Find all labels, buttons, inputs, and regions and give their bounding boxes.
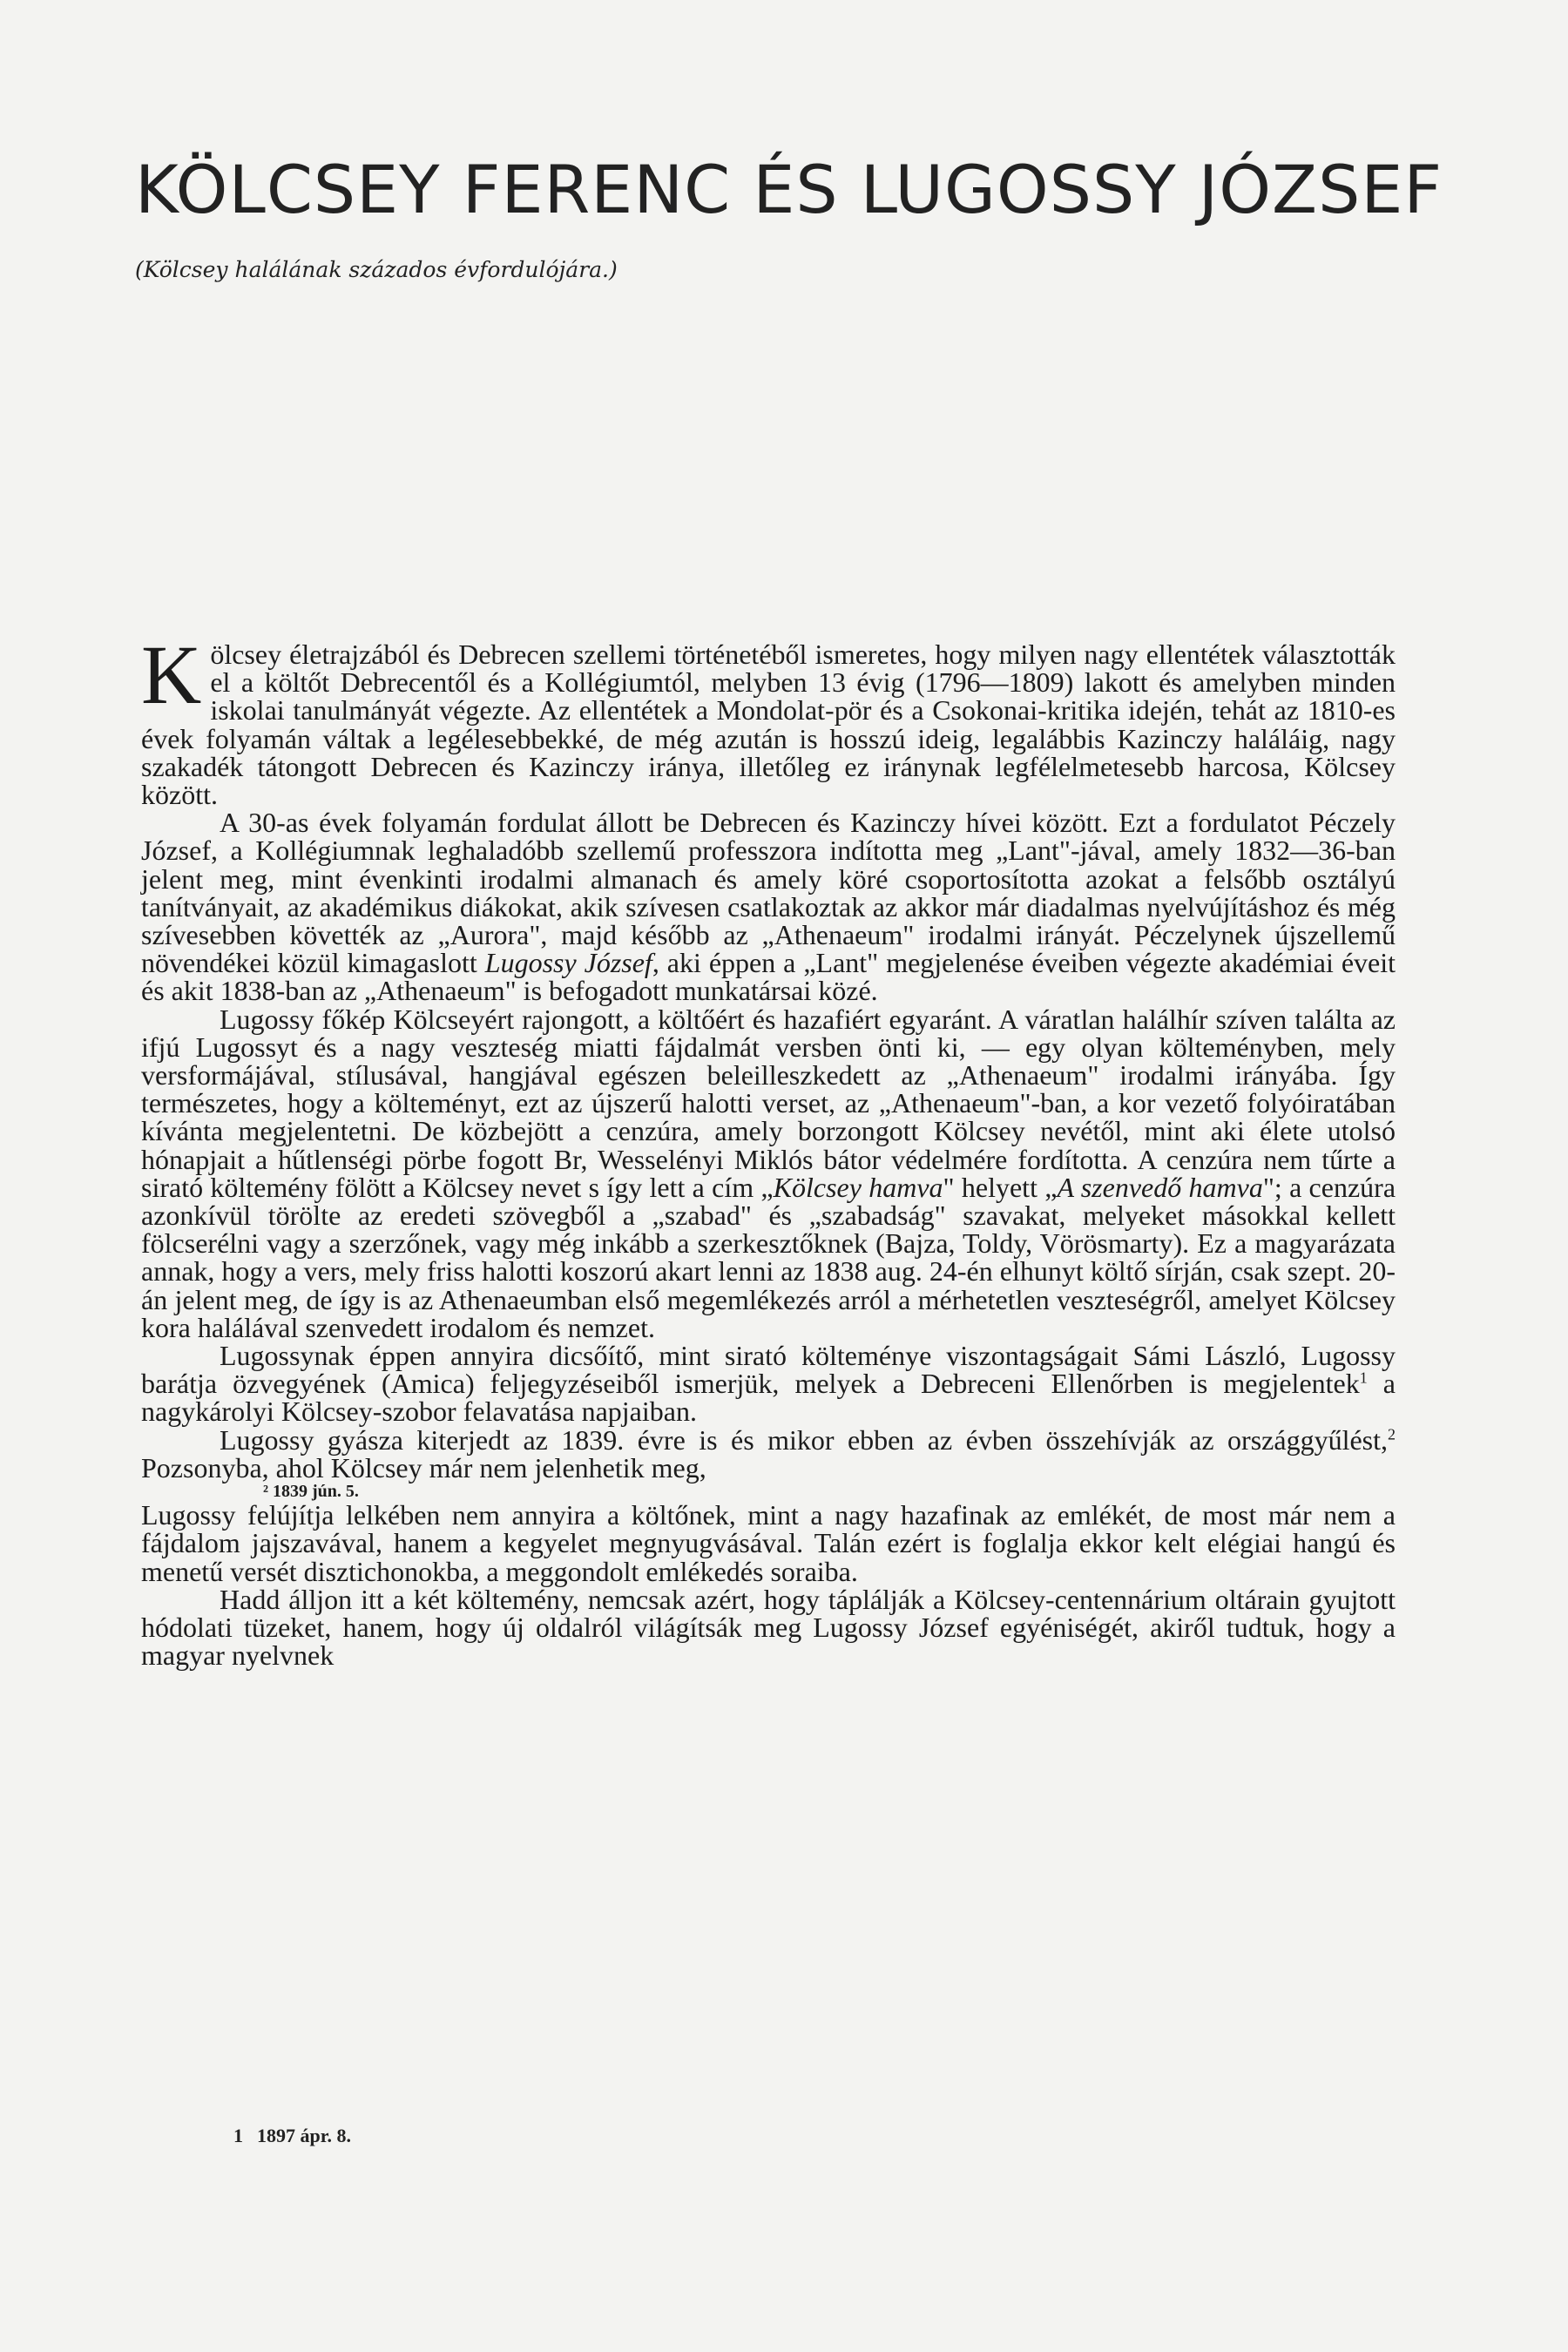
- paragraph-3-text-c: "; a cenzúra azonkívül törölte az eredeti szövegből a „szabad" és „szabadság" szavakat, melyeket másokkal kellett fölcserélni vagy a szerzőnek, vagy még inkább a szerkesztőknek (Bajza, Toldy, Vörösmarty). Ez a magyarázata annak, hogy a vers, mely friss halotti koszorú akart lenni az 1838 aug. 24-én elhunyt költő sírján, csak szept. 20-án jelent meg, de így is az Athenaeumban első megemlékezés arról a mérhetetlen veszteségről, amelyet Kölcsey kora halálával szenvedett irodalom és nemzet.: [141, 1171, 1396, 1343]
- paragraph-1-text: ölcsey életrajzából és Debrecen szellemi történetéből ismeretes, hogy milyen nagy ellentétek választották el a költőt Debrecentől és a Kollégiumtól, melyben 13 évig (1796—1809) lakott és amelyben minden iskolai tanulmányát végezte. Az ellentétek a Mondolat-pör és a Csokonai-kritika idején, tehát az 1810-es évek folyamán váltak a legélesebbekké, de még azután is hosszú ideig, legalábbis Kazinczy haláláig, nagy szakadék tátongott Debrecen és Kazinczy iránya, illetőleg ez iránynak legfélelmetesebb harcosa, Kölcsey között.: [141, 639, 1396, 811]
- paragraph-2-text-a: A 30-as évek folyamán fordulat állott be Debrecen és Kazinczy hívei között. Ezt a fordulatot Péczely József, a Kollégiumnak leghaladóbb szellemű professzora indította meg „Lant"-jával, amely 1832—36-ban jelent meg, mint évenkinti irodalmi almanach és amely köré csoportosította azokat a felsőbb osztályú tanítványait, az akadémikus diákokat, akik szívesen csatlakoztak az akkor már diadalmas nyelvújításhoz és még szívesebben követték az „Aurora", majd később az „Athenaeum" irodalmi irányát. Péczelynek újszellemű növendékei közül kimagaslott: [141, 807, 1396, 979]
- drop-cap: K: [141, 628, 202, 721]
- footnote-2: ² 1839 jún. 5.: [263, 1482, 359, 1502]
- article-body: [141, 628, 1396, 1672]
- poem-original-title: Kölcsey hamva: [773, 1171, 943, 1203]
- paragraph-5: [141, 1423, 1396, 1484]
- paragraph-5-text-a: Lugossy gyásza kiterjedt az 1839. évre is és mikor ebben az évben összehívják az országgyűlést,: [220, 1423, 1388, 1456]
- paragraph-4-text-b: a nagykárolyi Kölcsey-szobor felavatása napjaiban.: [141, 1368, 1396, 1428]
- paragraph-1: [141, 628, 1396, 811]
- article-subtitle: (Kölcsey halálának százados évfordulójára.): [135, 257, 618, 282]
- poem-censored-title: A szenvedő hamva: [1057, 1171, 1263, 1203]
- paragraph-4: [141, 1342, 1396, 1426]
- paragraph-6: Lugossy felújítja lelkében nem annyira a költőnek, mint a nagy hazafinak az emlékét, de most már nem a fájdalom jajszavával, hanem a kegyelet megnyugvásával. Talán ezért is foglalja ekkor kelt elégiai hangú és menetű versét disztichonokba, a meggondolt emlékedés soraiba.: [141, 1499, 1396, 1587]
- paragraph-3-text-b: " helyett „: [943, 1171, 1058, 1203]
- paragraph-7: Hadd álljon itt a két költemény, nemcsak azért, hogy táplálják a Kölcsey-centennárium oltárain gyujtott hódolati tüzeket, hanem, hogy új oldalról világítsák meg Lugossy József egyéniségét, akiről tudtuk, hogy a magyar nyelvnek: [141, 1583, 1396, 1672]
- paragraph-2-text-b: , aki éppen a „Lant" megjelenése éveiben végezte akadémiai éveit és akit 1838-ban az „Athenaeum" is befogadott munkatársai közé.: [141, 947, 1396, 1007]
- article-title: KÖLCSEY FERENC ÉS LUGOSSY JÓZSEF: [135, 151, 1443, 228]
- paragraph-3-text-a: Lugossy főkép Kölcseyért rajongott, a költőért és hazafiért egyaránt. A váratlan halálhír szíven találta az ifjú Lugossyt és a nagy veszteség miatti fájdalmát versben önti ki, — egy olyan költeményben, mely versformájával, stílusával, hangjával egészen beleilleszkedett az „Athenaeum" irodalmi irányába. Így természetes, hogy a költeményt, ezt az újszerű halotti verset, az „Athenaeum"-ban, a kor vezető folyóiratában kívánta megjelentetni. De közbejött a cenzúra, amely borzongott Kölcsey nevétől, mint aki élete utolsó hónapjait a hűtlenségi pörbe fogott Br, Wesselényi Miklós bátor védelmére fordította. A cenzúra nem tűrte a sirató költemény fölött a Kölcsey nevet s így lett a cím „: [141, 1003, 1396, 1203]
- paragraph-4-text-a: Lugossynak éppen annyira dicsőítő, mint sirató költeménye viszontagságait Sámi László, Lugossy barátja özvegyének (Amica) feljegyzéseiből ismerjük, melyek a Debreceni Ellenőrben is megjelentek: [141, 1340, 1396, 1400]
- footnote-ref-1: 1: [1359, 1369, 1368, 1387]
- footnote-ref-2: 2: [1388, 1425, 1396, 1443]
- footnote-1-number: 1: [233, 2125, 243, 2146]
- footnote-1-text: 1897 ápr. 8.: [257, 2125, 351, 2146]
- paragraph-2: [141, 807, 1396, 1007]
- person-name-lugossy: Lugossy József: [484, 947, 652, 979]
- footnote-1: [233, 2125, 351, 2147]
- paragraph-3: [141, 1005, 1396, 1342]
- paragraph-5-text-b: Pozsonyba, ahol Kölcsey már nem jelenhetik meg,: [141, 1451, 706, 1484]
